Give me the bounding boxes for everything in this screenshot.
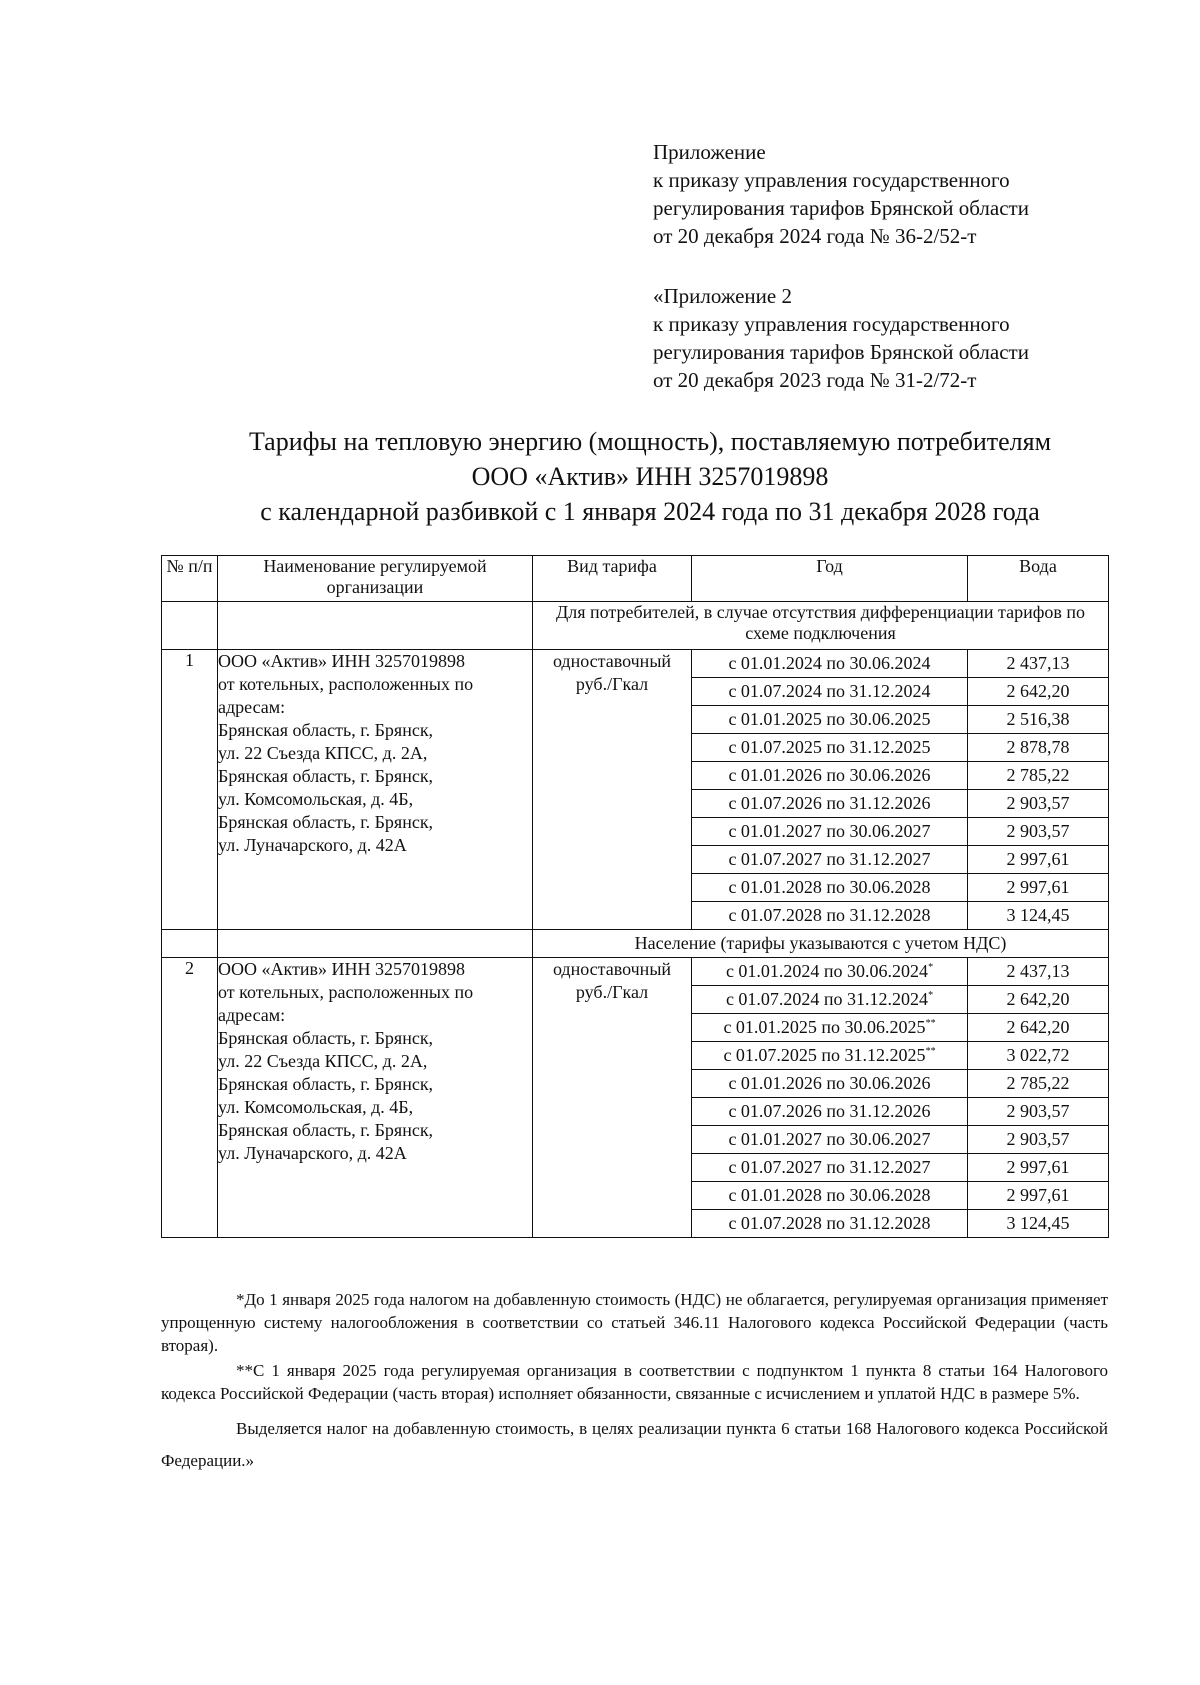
- period-text: с 01.01.2028 по 30.06.2028: [728, 877, 931, 897]
- period-cell: [692, 958, 968, 986]
- title-line-3: с календарной разбивкой с 1 января 2024 года по 31 декабря 2028 года: [260, 497, 1040, 526]
- period-cell: [692, 1154, 968, 1182]
- header-water: Вода: [968, 556, 1109, 602]
- organization-line: ул. 22 Съезда КПСС, д. 2А,: [218, 743, 428, 763]
- period-cell: [692, 818, 968, 846]
- header-row: [162, 556, 1109, 602]
- water-tariff-value: 2 903,57: [968, 818, 1109, 846]
- tariff-kind-line: руб./Гкал: [575, 982, 649, 1002]
- period-text: с 01.07.2026 по 31.12.2026: [728, 1101, 931, 1121]
- period-text: с 01.01.2024 по 30.06.2024: [728, 653, 931, 673]
- water-tariff-value: 2 437,13: [968, 958, 1109, 986]
- appendix-1-line: от 20 декабря 2024 года № 36-2/52-т: [653, 224, 977, 248]
- tariff-kind: [533, 650, 692, 930]
- water-tariff-value: 2 903,57: [968, 1098, 1109, 1126]
- water-tariff-value: 2 878,78: [968, 734, 1109, 762]
- water-tariff-value: 2 642,20: [968, 678, 1109, 706]
- organization-line: от котельных, расположенных по: [218, 982, 474, 1002]
- group-empty-cell: [162, 930, 218, 958]
- organization-line: Брянская область, г. Брянск,: [218, 812, 434, 832]
- appendix-2-block: [653, 282, 1123, 394]
- appendix-1-line: Приложение: [653, 140, 766, 164]
- period-text: с 01.07.2026 по 31.12.2026: [728, 793, 931, 813]
- water-tariff-value: 2 642,20: [968, 1014, 1109, 1042]
- water-tariff-value: 3 022,72: [968, 1042, 1109, 1070]
- tariff-kind-line: одноставочный: [552, 959, 672, 979]
- period-text: с 01.01.2028 по 30.06.2028: [728, 1185, 931, 1205]
- water-tariff-value: 2 785,22: [968, 762, 1109, 790]
- period-text: с 01.01.2026 по 30.06.2026: [728, 1073, 931, 1093]
- period-cell: [692, 706, 968, 734]
- period-cell: [692, 1210, 968, 1238]
- organization-line: Брянская область, г. Брянск,: [218, 720, 434, 740]
- footnote-1: *До 1 января 2025 года налогом на добавленную стоимость (НДС) не облагается, регулируемая организация применяет упрощенную систему налогообложения в соответствии со статьей 346.11 Налогового кодекса Российской Федерации (часть вторая).: [161, 1290, 1108, 1355]
- group-row: [162, 602, 1109, 650]
- appendix-1-block: [653, 138, 1123, 250]
- group-title: Для потребителей, в случае отсутствия дифференциации тарифов по схеме подключения: [533, 602, 1109, 650]
- period-text: с 01.07.2028 по 31.12.2028: [728, 905, 931, 925]
- water-tariff-value: 2 903,57: [968, 790, 1109, 818]
- footnote-2: **С 1 января 2025 года регулируемая организация в соответствии с подпунктом 1 пункта 8 статьи 164 Налогового кодекса Российской Федерации (часть вторая) исполняет обязанности, связанные с исчислением и уплатой НДС в размере 5%.: [161, 1361, 1108, 1403]
- period-text: с 01.07.2024 по 31.12.2024: [725, 989, 929, 1009]
- footnote-3: Выделяется налог на добавленную стоимость, в целях реализации пункта 6 статьи 168 Налогового кодекса Российской Федерации.»: [161, 1419, 1108, 1470]
- period-cell: [692, 762, 968, 790]
- organization-line: Брянская область, г. Брянск,: [218, 1074, 434, 1094]
- row-number: 2: [162, 958, 218, 1238]
- period-text: с 01.07.2027 по 31.12.2027: [728, 1157, 931, 1177]
- appendix-2-line: «Приложение 2: [653, 284, 792, 308]
- header-tariff-type: Вид тарифа: [533, 556, 692, 602]
- period-cell: [692, 734, 968, 762]
- organization-line: Брянская область, г. Брянск,: [218, 1120, 434, 1140]
- period-cell: [692, 1070, 968, 1098]
- period-cell: [692, 1098, 968, 1126]
- footnote-mark: *: [928, 962, 934, 973]
- organization-line: Брянская область, г. Брянск,: [218, 766, 434, 786]
- period-text: с 01.01.2026 по 30.06.2026: [728, 765, 931, 785]
- period-cell: [692, 1042, 968, 1070]
- period-cell: [692, 874, 968, 902]
- period-cell: [692, 902, 968, 930]
- period-text: с 01.07.2024 по 31.12.2024: [728, 681, 931, 701]
- organization-line: адресам:: [218, 1005, 286, 1025]
- tariff-row: [162, 958, 1109, 986]
- water-tariff-value: 2 997,61: [968, 1182, 1109, 1210]
- period-text: с 01.01.2025 по 30.06.2025: [723, 1017, 926, 1037]
- water-tariff-value: 2 997,61: [968, 874, 1109, 902]
- organization-line: ул. Луначарского, д. 42А: [218, 1143, 407, 1163]
- footnote-mark: *: [928, 990, 934, 1001]
- tariff-kind-line: одноставочный: [552, 651, 672, 671]
- period-cell: [692, 846, 968, 874]
- group-title: Население (тарифы указываются с учетом НДС): [533, 930, 1109, 958]
- document-title: [150, 424, 1150, 529]
- tariff-table: [161, 555, 1109, 1238]
- organization-name: [218, 650, 533, 930]
- period-text: с 01.01.2024 по 30.06.2024: [725, 961, 929, 981]
- period-cell: [692, 1182, 968, 1210]
- organization-line: ул. Луначарского, д. 42А: [218, 835, 407, 855]
- water-tariff-value: 2 785,22: [968, 1070, 1109, 1098]
- organization-line: ООО «Актив» ИНН 3257019898: [218, 959, 465, 979]
- period-cell: [692, 678, 968, 706]
- period-text: с 01.01.2027 по 30.06.2027: [728, 1129, 931, 1149]
- period-text: с 01.07.2025 по 31.12.2025: [723, 1045, 926, 1065]
- organization-line: Брянская область, г. Брянск,: [218, 1028, 434, 1048]
- group-empty-cell: [162, 602, 218, 650]
- tariff-kind: [533, 958, 692, 1238]
- period-text: с 01.07.2027 по 31.12.2027: [728, 849, 931, 869]
- header-org: Наименование регулируемой организации: [218, 556, 533, 602]
- period-text: с 01.01.2025 по 30.06.2025: [728, 709, 931, 729]
- water-tariff-value: 2 516,38: [968, 706, 1109, 734]
- appendix-1-line: регулирования тарифов Брянской области: [653, 196, 1029, 220]
- organization-line: ул. Комсомольская, д. 4Б,: [218, 1097, 414, 1117]
- period-cell: [692, 986, 968, 1014]
- group-row: [162, 930, 1109, 958]
- water-tariff-value: 3 124,45: [968, 1210, 1109, 1238]
- tariff-row: [162, 650, 1109, 678]
- group-empty-cell: [218, 930, 533, 958]
- water-tariff-value: 2 903,57: [968, 1126, 1109, 1154]
- footnotes: [161, 1288, 1108, 1477]
- appendix-2-line: регулирования тарифов Брянской области: [653, 340, 1029, 364]
- footnote-mark: **: [925, 1046, 936, 1057]
- footnote-mark: **: [925, 1018, 936, 1029]
- title-line-1: Тарифы на тепловую энергию (мощность), поставляемую потребителям: [248, 427, 1052, 456]
- period-cell: [692, 790, 968, 818]
- water-tariff-value: 2 642,20: [968, 986, 1109, 1014]
- appendix-2-line: от 20 декабря 2023 года № 31-2/72-т: [653, 368, 977, 392]
- period-text: с 01.07.2028 по 31.12.2028: [728, 1213, 931, 1233]
- organization-line: от котельных, расположенных по: [218, 674, 474, 694]
- organization-line: ул. Комсомольская, д. 4Б,: [218, 789, 414, 809]
- row-number: 1: [162, 650, 218, 930]
- water-tariff-value: 2 437,13: [968, 650, 1109, 678]
- period-cell: [692, 650, 968, 678]
- period-text: с 01.01.2027 по 30.06.2027: [728, 821, 931, 841]
- tariff-kind-line: руб./Гкал: [575, 674, 649, 694]
- water-tariff-value: 2 997,61: [968, 1154, 1109, 1182]
- period-text: с 01.07.2025 по 31.12.2025: [728, 737, 931, 757]
- appendix-2-line: к приказу управления государственного: [653, 312, 1010, 336]
- water-tariff-value: 2 997,61: [968, 846, 1109, 874]
- period-cell: [692, 1126, 968, 1154]
- header-year: Год: [692, 556, 968, 602]
- organization-line: адресам:: [218, 697, 286, 717]
- tariff-table-body: [162, 556, 1109, 1238]
- organization-name: [218, 958, 533, 1238]
- group-empty-cell: [218, 602, 533, 650]
- appendix-1-line: к приказу управления государственного: [653, 168, 1010, 192]
- organization-line: ул. 22 Съезда КПСС, д. 2А,: [218, 1051, 428, 1071]
- water-tariff-value: 3 124,45: [968, 902, 1109, 930]
- period-cell: [692, 1014, 968, 1042]
- header-num: № п/п: [162, 556, 218, 602]
- organization-line: ООО «Актив» ИНН 3257019898: [218, 651, 465, 671]
- title-line-2: ООО «Актив» ИНН 3257019898: [471, 462, 829, 491]
